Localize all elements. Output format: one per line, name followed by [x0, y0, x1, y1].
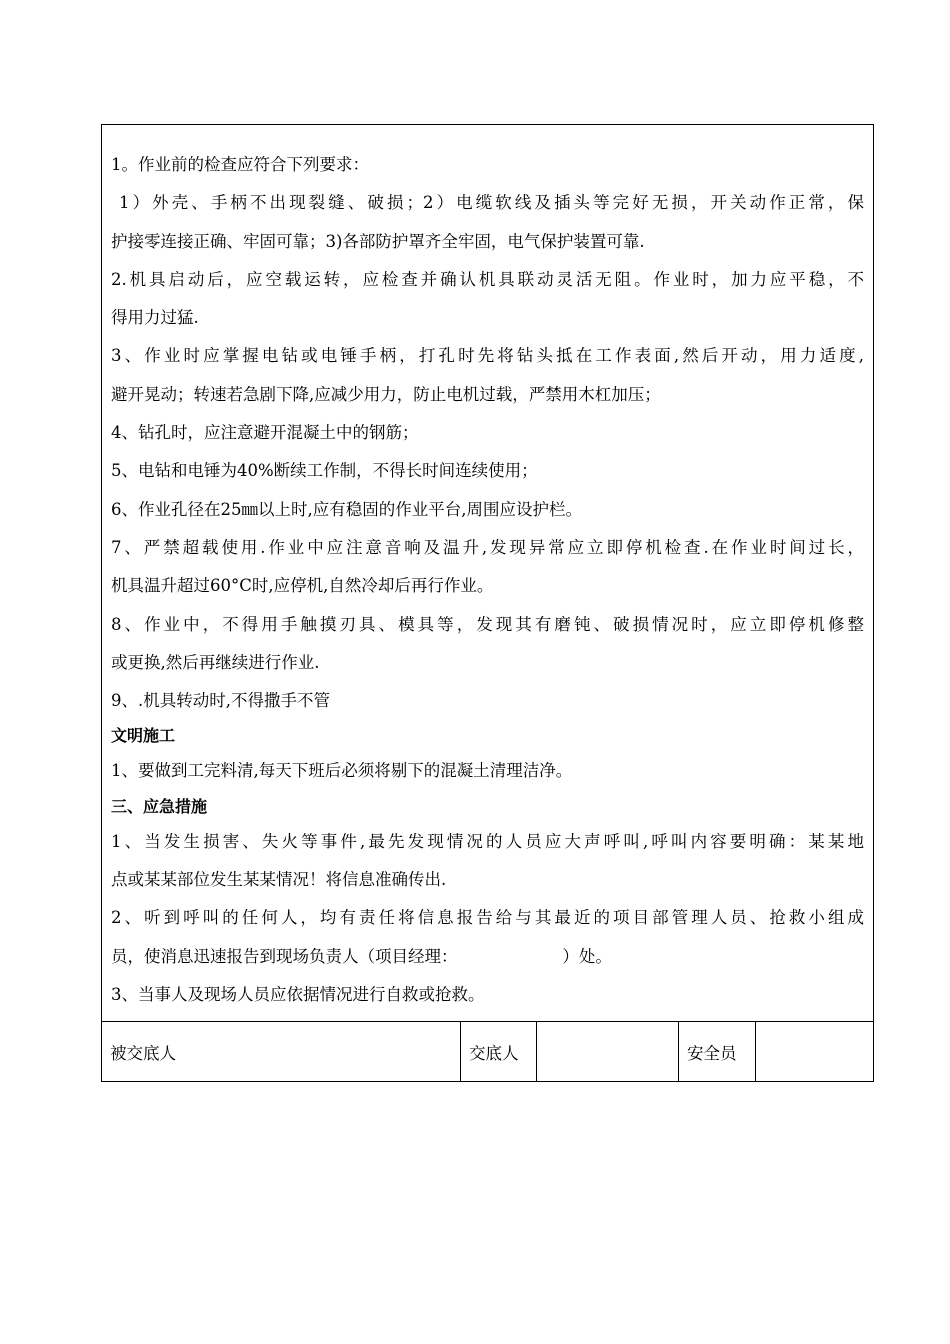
discloser-value-cell[interactable] [537, 1022, 679, 1081]
safety-officer-label: 安全员 [687, 1043, 737, 1063]
list-item: 点或某某部位发生某某情况！将信息准确传出. [111, 870, 447, 890]
list-item: 9、.机具转动时,不得撒手不管 [111, 691, 330, 711]
discloser-label-cell [461, 1022, 537, 1081]
list-item: 3、当事人及现场人员应依据情况进行自救或抢救。 [111, 984, 485, 1004]
list-item: 6、作业孔径在25㎜以上时,应有稳固的作业平台,周围应设护栏。 [111, 499, 582, 519]
list-item: 3、作业时应掌握电钻或电锤手柄，打孔时先将钻头抵在工作表面,然后开动，用力适度, [111, 346, 864, 366]
list-item: 1、当发生损害、失火等事件,最先发现情况的人员应大声呼叫,呼叫内容要明确：某某地 [111, 831, 864, 851]
safety-officer-label-cell [679, 1022, 756, 1081]
list-item: 7、严禁超载使用.作业中应注意音响及温升,发现异常应立即停机检查.在作业时间过长， [111, 537, 864, 557]
list-item: 员，使消息迅速报告到现场负责人（项目经理： ）处。 [111, 946, 612, 966]
recipient-label-cell [102, 1022, 461, 1081]
list-item: 护接零连接正确、牢固可靠；3)各部防护罩齐全牢固，电气保护装置可靠. [111, 231, 645, 251]
list-item: 1。作业前的检查应符合下列要求： [111, 155, 369, 174]
section-heading-civil: 文明施工 [111, 726, 176, 746]
list-item: 4、钻孔时，应注意避开混凝土中的钢筋； [111, 423, 419, 443]
list-item: 避开晃动；转速若急剧下降,应减少用力，防止电机过载，严禁用木杠加压； [111, 384, 661, 404]
list-item: 1、要做到工完料清,每天下班后必须将剔下的混凝土清理洁净。 [111, 761, 573, 781]
safety-officer-value-cell[interactable] [756, 1022, 873, 1081]
list-item: 8、作业中，不得用手触摸刃具、模具等，发现其有磨钝、破损情况时，应立即停机修整 [111, 614, 864, 634]
recipient-label: 被交底人 [110, 1043, 176, 1063]
discloser-label: 交底人 [469, 1043, 519, 1063]
list-item: 2、听到呼叫的任何人，均有责任将信息报告给与其最近的项目部管理人员、抢救小组成 [111, 908, 864, 928]
signature-row [102, 1022, 873, 1081]
list-item: 得用力过猛. [111, 308, 199, 328]
section-heading-emergency: 三、应急措施 [111, 796, 208, 816]
list-item: 1）外壳、手柄不出现裂缝、破损；2）电缆软线及插头等完好无损，开关动作正常，保 [119, 193, 864, 213]
list-item: 机具温升超过60°C时,应停机,自然冷却后再行作业。 [111, 576, 494, 596]
list-item: 或更换,然后再继续进行作业. [111, 652, 320, 672]
list-item: 2.机具启动后，应空载运转，应检查并确认机具联动灵活无阻。作业时，加力应平稳，不 [111, 269, 864, 289]
list-item: 5、电钻和电锤为40%断续工作制，不得长时间连续使用； [111, 461, 538, 481]
content-cell [102, 125, 873, 1022]
disclosure-table [101, 124, 874, 1082]
